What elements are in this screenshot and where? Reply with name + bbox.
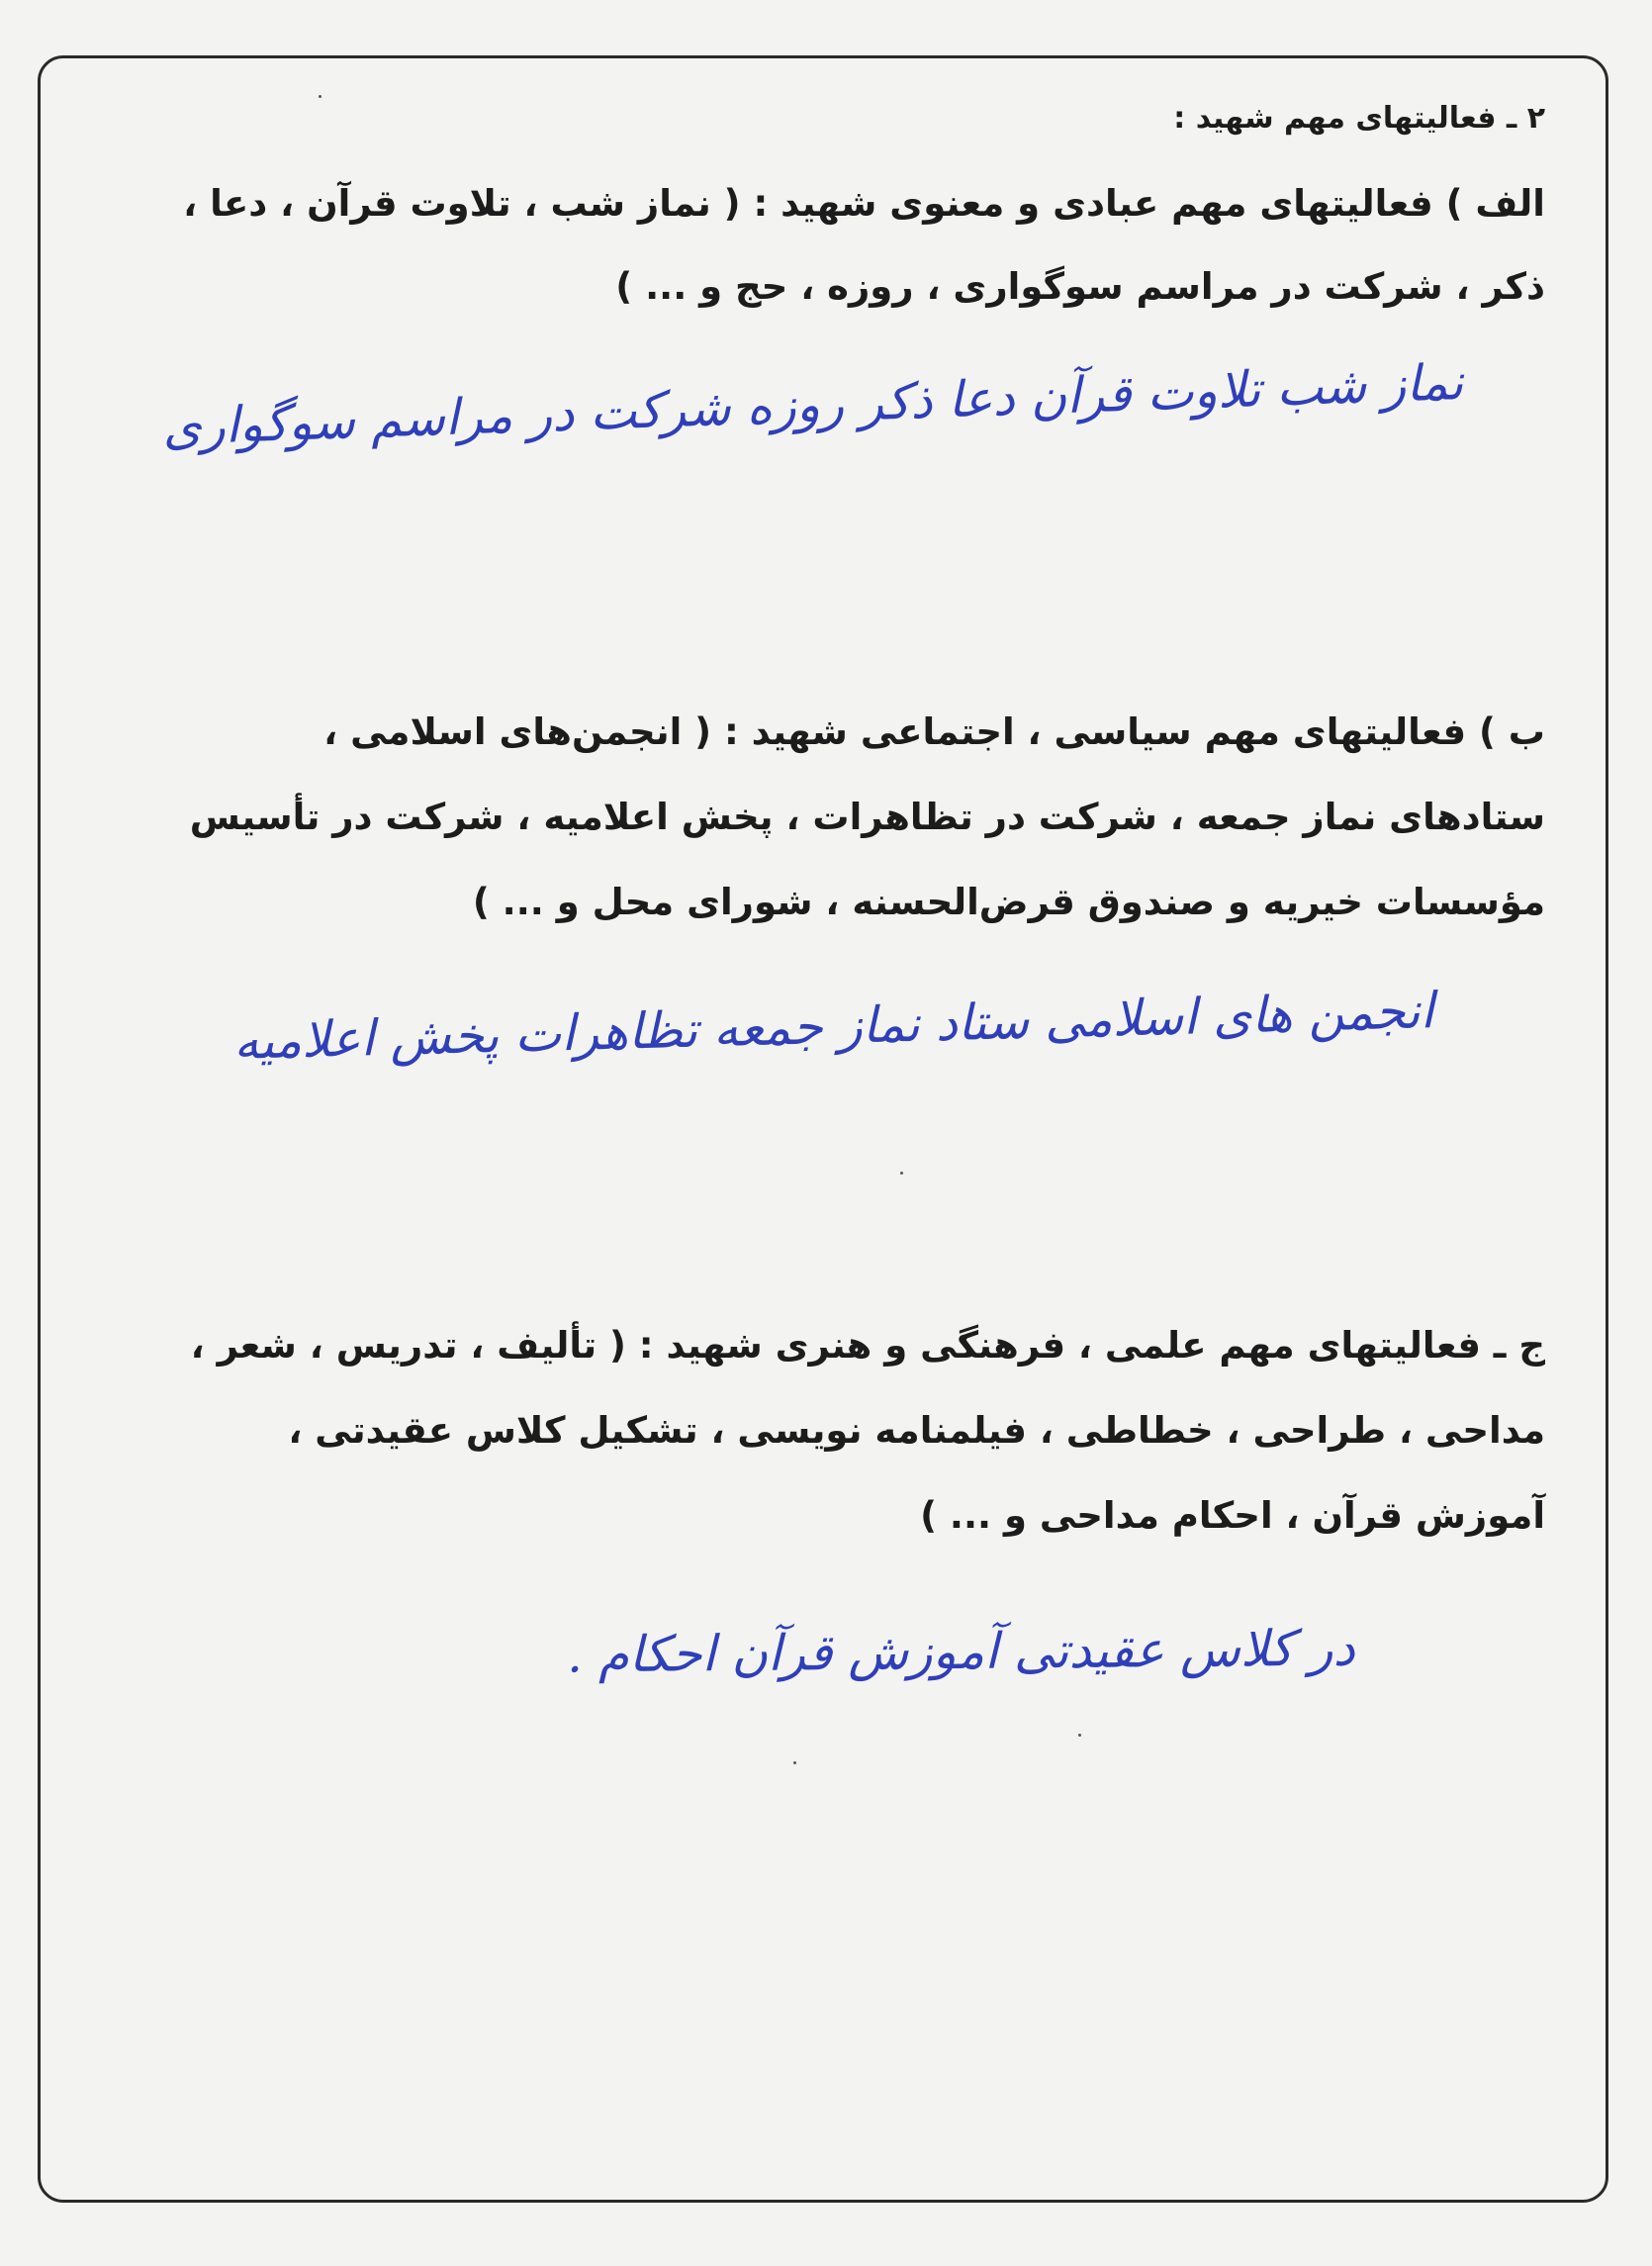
scan-speck <box>793 1761 796 1764</box>
section-b-line-1: ب ) فعالیتهای مهم سیاسی ، اجتماعی شهید : ( انجمن‌های اسلامی ، <box>323 710 1545 753</box>
section-a-line-2: ذکر ، شرکت در مراسم سوگواری ، روزه ، حج و ... ) <box>615 265 1545 308</box>
section-b-line-3: مؤسسات خیریه و صندوق قرض‌الحسنه ، شورای محل و ... ) <box>472 881 1545 923</box>
section-c-line-1: ج ـ فعالیتهای مهم علمی ، فرهنگی و هنری شهید : ( تألیف ، تدریس ، شعر ، <box>190 1324 1545 1367</box>
section-c-line-2: مداحی ، طراحی ، خطاطی ، فیلمنامه نویسی ، تشکیل کلاس عقیدتی ، <box>288 1409 1545 1452</box>
section-b-line-2: ستادهای نماز جمعه ، شرکت در تظاهرات ، پخش اعلامیه ، شرکت در تأسیس <box>189 796 1545 838</box>
scan-speck <box>319 95 321 98</box>
section-c-line-3: آموزش قرآن ، احکام مداحی و ... ) <box>920 1494 1545 1537</box>
section-a-handwritten-answer: نماز شب تلاوت قرآن دعا ذکر روزه شرکت در مراسم سوگواری <box>161 353 1465 456</box>
scan-speck <box>900 1172 903 1175</box>
section-a-line-1: الف ) فعالیتهای مهم عبادی و معنوی شهید : ( نماز شب ، تلاوت قرآن ، دعا ، <box>183 182 1545 225</box>
section-c-handwritten-answer: در کلاس عقیدتی آموزش قرآن احکام . <box>566 1619 1356 1684</box>
scan-speck <box>1078 1734 1081 1737</box>
section-b-handwritten-answer: انجمن های اسلامی ستاد نماز جمعه تظاهرات پخش اعلامیه <box>232 982 1435 1071</box>
section-heading: ۲ ـ فعالیتهای مهم شهید : <box>1173 101 1545 136</box>
